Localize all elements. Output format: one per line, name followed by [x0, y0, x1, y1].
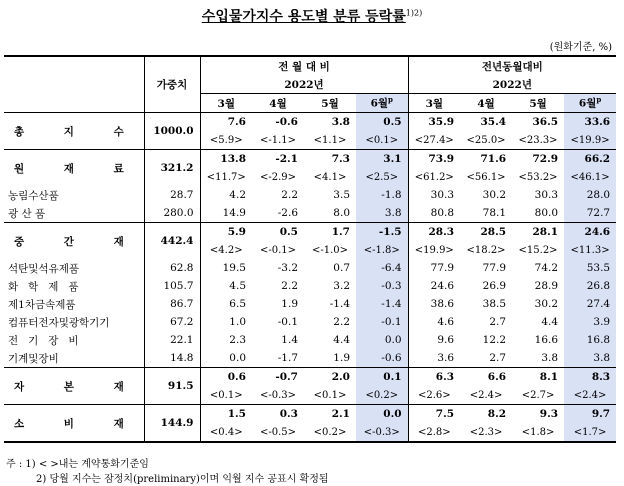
yoy-value: 27.4 — [564, 295, 616, 313]
mom-value: 2.3 — [200, 331, 252, 349]
subcategory-row — [4, 295, 616, 313]
yoy-value: 80.0 — [534, 207, 559, 219]
mom-value: 2.2 — [333, 316, 350, 328]
mom-value: -0.1 — [356, 313, 408, 331]
yoy-contract-value: <56.1> — [466, 171, 506, 183]
mom-value: 3.1 — [356, 150, 408, 169]
row-label: 기계및장비 — [8, 352, 59, 365]
title-text: 수입물가지수 용도별 분류 등락률 — [201, 9, 406, 25]
mom-value: 1.4 — [281, 334, 298, 346]
mom-value: -1.8 — [356, 186, 408, 204]
yoy-contract-value: <2.3> — [460, 423, 512, 442]
row-label: 총 지 수 — [4, 113, 144, 150]
header-mom: 전 월 대 비 — [200, 56, 408, 75]
mom-value: -1.5 — [356, 223, 408, 242]
header-yoy-month-2: 4월 — [460, 94, 512, 113]
row-weight: 442.4 — [144, 223, 200, 260]
footnote-2: 2) 당월 지수는 잠정치(preliminary)이며 익월 지수 공표시 확정됨 — [36, 474, 329, 485]
preliminary-mark: p — [596, 95, 602, 105]
header-blank — [4, 56, 144, 113]
mom-contract-value: <0.4> — [200, 423, 252, 442]
header-mom-month-3: 5월 — [304, 94, 356, 113]
mom-value: 0.5 — [252, 223, 304, 242]
yoy-value: 74.2 — [534, 262, 559, 274]
yoy-value: 8.2 — [460, 405, 512, 424]
yoy-value: 30.2 — [534, 298, 559, 310]
mom-contract-value: <0.1> — [356, 131, 408, 150]
row-weight: 62.8 — [144, 259, 200, 277]
yoy-contract-value: <25.0> — [466, 134, 506, 146]
yoy-value: 24.6 — [408, 277, 460, 295]
footnote-1: 주 : 1) < >내는 계약통화기준임 — [6, 459, 149, 470]
mom-value: 0.6 — [200, 368, 252, 387]
mom-value: 4.5 — [200, 277, 252, 295]
yoy-contract-value: <23.3> — [518, 134, 558, 146]
yoy-value: 3.8 — [564, 349, 616, 368]
title-footnote-ref: 1)2) — [405, 8, 423, 18]
mom-value: 2.0 — [304, 368, 356, 387]
row-label: 원 재 료 — [4, 150, 144, 187]
yoy-value: 4.4 — [541, 316, 559, 328]
row-label: 자 본 재 — [4, 368, 144, 405]
row-label: 제1차금속제품 — [8, 298, 76, 311]
yoy-value: 28.0 — [564, 186, 616, 204]
yoy-value: 26.9 — [482, 280, 507, 292]
yoy-value: 6.3 — [408, 368, 460, 387]
subcategory-row — [4, 349, 616, 368]
mom-value: 6.5 — [200, 295, 252, 313]
yoy-value: 38.5 — [482, 298, 507, 310]
row-label: 광 산 품 — [8, 207, 46, 220]
mom-value: 0.5 — [356, 113, 408, 132]
yoy-value: 53.5 — [564, 259, 616, 277]
row-weight: 144.9 — [144, 405, 200, 443]
category-row — [4, 223, 616, 242]
yoy-value: 16.6 — [534, 334, 559, 346]
header-yoy-month-1: 3월 — [408, 94, 460, 113]
subcategory-row — [4, 331, 616, 349]
yoy-value: 38.6 — [408, 295, 460, 313]
yoy-value: 73.9 — [408, 150, 460, 169]
mom-value: 1.0 — [200, 313, 252, 331]
row-label: 소 비 재 — [4, 405, 144, 443]
yoy-contract-value: <1.7> — [564, 423, 616, 442]
mom-contract-value: <11.7> — [200, 168, 252, 186]
yoy-value: 35.9 — [408, 113, 460, 132]
yoy-value: 77.9 — [482, 262, 507, 274]
mom-value: 8.0 — [333, 207, 350, 219]
mom-contract-value: <4.1> — [313, 171, 347, 183]
row-label: 석탄및석유제품 — [8, 262, 80, 275]
row-weight: 1000.0 — [144, 113, 200, 150]
yoy-value: 7.5 — [408, 405, 460, 424]
header-row-1 — [4, 56, 616, 75]
row-weight: 321.2 — [144, 150, 200, 187]
mom-contract-value: <0.1> — [200, 386, 252, 405]
yoy-contract-value: <1.8> — [512, 423, 564, 442]
yoy-value: 9.7 — [564, 405, 616, 424]
subcategory-row — [4, 277, 616, 295]
yoy-contract-value: <19.9> — [564, 131, 616, 150]
mom-value: -0.6 — [252, 113, 304, 132]
mom-value: 0.0 — [356, 405, 408, 424]
yoy-contract-value: <19.9> — [408, 241, 460, 259]
mom-value: 1.9 — [333, 352, 350, 364]
mom-contract-value: <-0.3> — [356, 423, 408, 442]
yoy-value: 2.7 — [489, 352, 507, 364]
price-index-table — [4, 55, 616, 443]
row-weight: 67.2 — [144, 313, 200, 331]
yoy-value: 9.3 — [512, 405, 564, 424]
yoy-value: 72.7 — [564, 204, 616, 223]
mom-contract-value: <-0.1> — [259, 244, 297, 256]
yoy-contract-value: <2.7> — [521, 389, 555, 401]
mom-value: -1.7 — [277, 352, 298, 364]
yoy-value: 30.3 — [534, 189, 559, 201]
mom-value: 0.0 — [356, 331, 408, 349]
mom-contract-value: <0.2> — [304, 423, 356, 442]
mom-value: 13.8 — [200, 150, 252, 169]
subcategory-row — [4, 313, 616, 331]
header-mom-month-2: 4월 — [252, 94, 304, 113]
mom-contract-value: <-1.8> — [356, 241, 408, 259]
row-label: 농림수산품 — [8, 189, 59, 202]
yoy-value: 77.9 — [408, 259, 460, 277]
mom-value: 5.9 — [200, 223, 252, 242]
mom-value: 3.8 — [356, 204, 408, 223]
mom-value: -0.6 — [356, 349, 408, 368]
yoy-contract-value: <15.2> — [518, 244, 558, 256]
yoy-value: 3.6 — [408, 349, 460, 368]
mom-value: 1.9 — [281, 298, 298, 310]
mom-value: 3.8 — [304, 113, 356, 132]
yoy-contract-value: <53.2> — [518, 171, 558, 183]
mom-contract-value: <-2.9> — [259, 171, 297, 183]
yoy-value: 71.6 — [460, 150, 512, 169]
mom-value: 0.1 — [356, 368, 408, 387]
row-weight: 22.1 — [144, 331, 200, 349]
mom-contract-value: <-0.3> — [259, 389, 297, 401]
mom-value: 0.7 — [333, 262, 350, 274]
subcategory-row — [4, 259, 616, 277]
yoy-value: 28.9 — [534, 280, 559, 292]
mom-contract-value: <-0.5> — [252, 423, 304, 442]
header-year-yoy: 2022년 — [408, 75, 616, 94]
row-weight: 280.0 — [144, 204, 200, 223]
mom-value: 4.4 — [333, 334, 350, 346]
row-weight: 91.5 — [144, 368, 200, 405]
yoy-contract-value: <2.4> — [564, 386, 616, 405]
yoy-value: 72.9 — [512, 150, 564, 169]
mom-value: -1.4 — [356, 295, 408, 313]
yoy-value: 8.1 — [512, 368, 564, 387]
yoy-contract-value: <46.1> — [564, 168, 616, 186]
header-mom-month-1: 3월 — [200, 94, 252, 113]
category-row — [4, 405, 616, 424]
yoy-value: 36.5 — [512, 113, 564, 132]
unit-label: (원화기준, %) — [549, 42, 612, 53]
mom-value: 1.5 — [200, 405, 252, 424]
category-row — [4, 150, 616, 169]
yoy-value: 16.8 — [564, 331, 616, 349]
mom-value: 0.0 — [200, 349, 252, 368]
yoy-value: 30.2 — [482, 189, 507, 201]
yoy-value: 24.6 — [564, 223, 616, 242]
mom-contract-value: <4.2> — [200, 241, 252, 259]
yoy-contract-value: <27.4> — [408, 131, 460, 150]
yoy-value: 30.3 — [408, 186, 460, 204]
mom-value: 0.3 — [252, 405, 304, 424]
yoy-contract-value: <2.8> — [408, 423, 460, 442]
header-yoy: 전년동월대비 — [408, 56, 616, 75]
yoy-value: 78.1 — [482, 207, 507, 219]
mom-value: 3.2 — [333, 280, 350, 292]
yoy-value: 3.8 — [541, 352, 559, 364]
mom-value: 4.2 — [200, 186, 252, 204]
header-weight: 가중치 — [144, 56, 200, 113]
yoy-contract-value: <18.2> — [466, 244, 506, 256]
preliminary-mark: p — [388, 95, 393, 105]
mom-contract-value: <1.1> — [313, 134, 347, 146]
yoy-contract-value: <11.3> — [564, 241, 616, 259]
yoy-value: 35.4 — [460, 113, 512, 132]
category-row — [4, 368, 616, 387]
mom-contract-value: <-1.1> — [259, 134, 297, 146]
mom-value: -0.3 — [356, 277, 408, 295]
yoy-contract-value: <2.4> — [469, 389, 503, 401]
mom-value: -0.1 — [277, 316, 298, 328]
mom-contract-value: <2.5> — [356, 168, 408, 186]
yoy-value: 28.3 — [408, 223, 460, 242]
row-weight: 28.7 — [144, 186, 200, 204]
mom-value: -2.1 — [252, 150, 304, 169]
mom-value: 3.5 — [333, 189, 350, 201]
subcategory-row — [4, 204, 616, 223]
header-mom-month-4: 6월$^p$ — [356, 94, 408, 113]
yoy-value: 28.1 — [512, 223, 564, 242]
row-weight: 14.8 — [144, 349, 200, 368]
yoy-value: 66.2 — [564, 150, 616, 169]
mom-value: -6.4 — [356, 259, 408, 277]
mom-value: 1.7 — [304, 223, 356, 242]
row-weight: 86.7 — [144, 295, 200, 313]
mom-value: 2.2 — [281, 280, 298, 292]
yoy-value: 28.5 — [460, 223, 512, 242]
row-label: 화학제품 — [8, 280, 89, 293]
yoy-value: 33.6 — [564, 113, 616, 132]
row-label: 중 간 재 — [4, 223, 144, 260]
mom-value: 7.3 — [304, 150, 356, 169]
yoy-value: 2.7 — [489, 316, 507, 328]
yoy-value: 80.8 — [408, 204, 460, 223]
yoy-value: 6.6 — [460, 368, 512, 387]
page-title — [0, 6, 624, 26]
yoy-value: 3.9 — [564, 313, 616, 331]
row-label: 전기장비 — [8, 334, 89, 347]
header-yoy-month-3: 5월 — [512, 94, 564, 113]
mom-value: -1.4 — [329, 298, 350, 310]
mom-value: 7.6 — [200, 113, 252, 132]
subcategory-row — [4, 186, 616, 204]
yoy-value: 9.6 — [408, 331, 460, 349]
mom-contract-value: <5.9> — [200, 131, 252, 150]
mom-value: -3.2 — [277, 262, 298, 274]
yoy-contract-value: <2.6> — [408, 386, 460, 405]
mom-contract-value: <0.1> — [313, 389, 347, 401]
yoy-contract-value: <61.2> — [408, 168, 460, 186]
header-yoy-month-4: 6월$^p$ — [564, 94, 616, 113]
mom-value: 2.2 — [281, 189, 298, 201]
header-year-mom: 2022년 — [200, 75, 408, 94]
mom-value: 2.1 — [304, 405, 356, 424]
row-label: 컴퓨터전자및광학기기 — [8, 316, 110, 329]
yoy-value: 8.3 — [564, 368, 616, 387]
yoy-value: 26.8 — [564, 277, 616, 295]
mom-contract-value: <-1.0> — [311, 244, 349, 256]
mom-contract-value: <0.2> — [356, 386, 408, 405]
mom-value: 14.9 — [200, 204, 252, 223]
category-row — [4, 113, 616, 132]
yoy-value: 12.2 — [482, 334, 507, 346]
yoy-value: 4.6 — [408, 313, 460, 331]
mom-value: 19.5 — [200, 259, 252, 277]
row-weight: 105.7 — [144, 277, 200, 295]
mom-value: -2.6 — [277, 207, 298, 219]
mom-value: -0.7 — [252, 368, 304, 387]
